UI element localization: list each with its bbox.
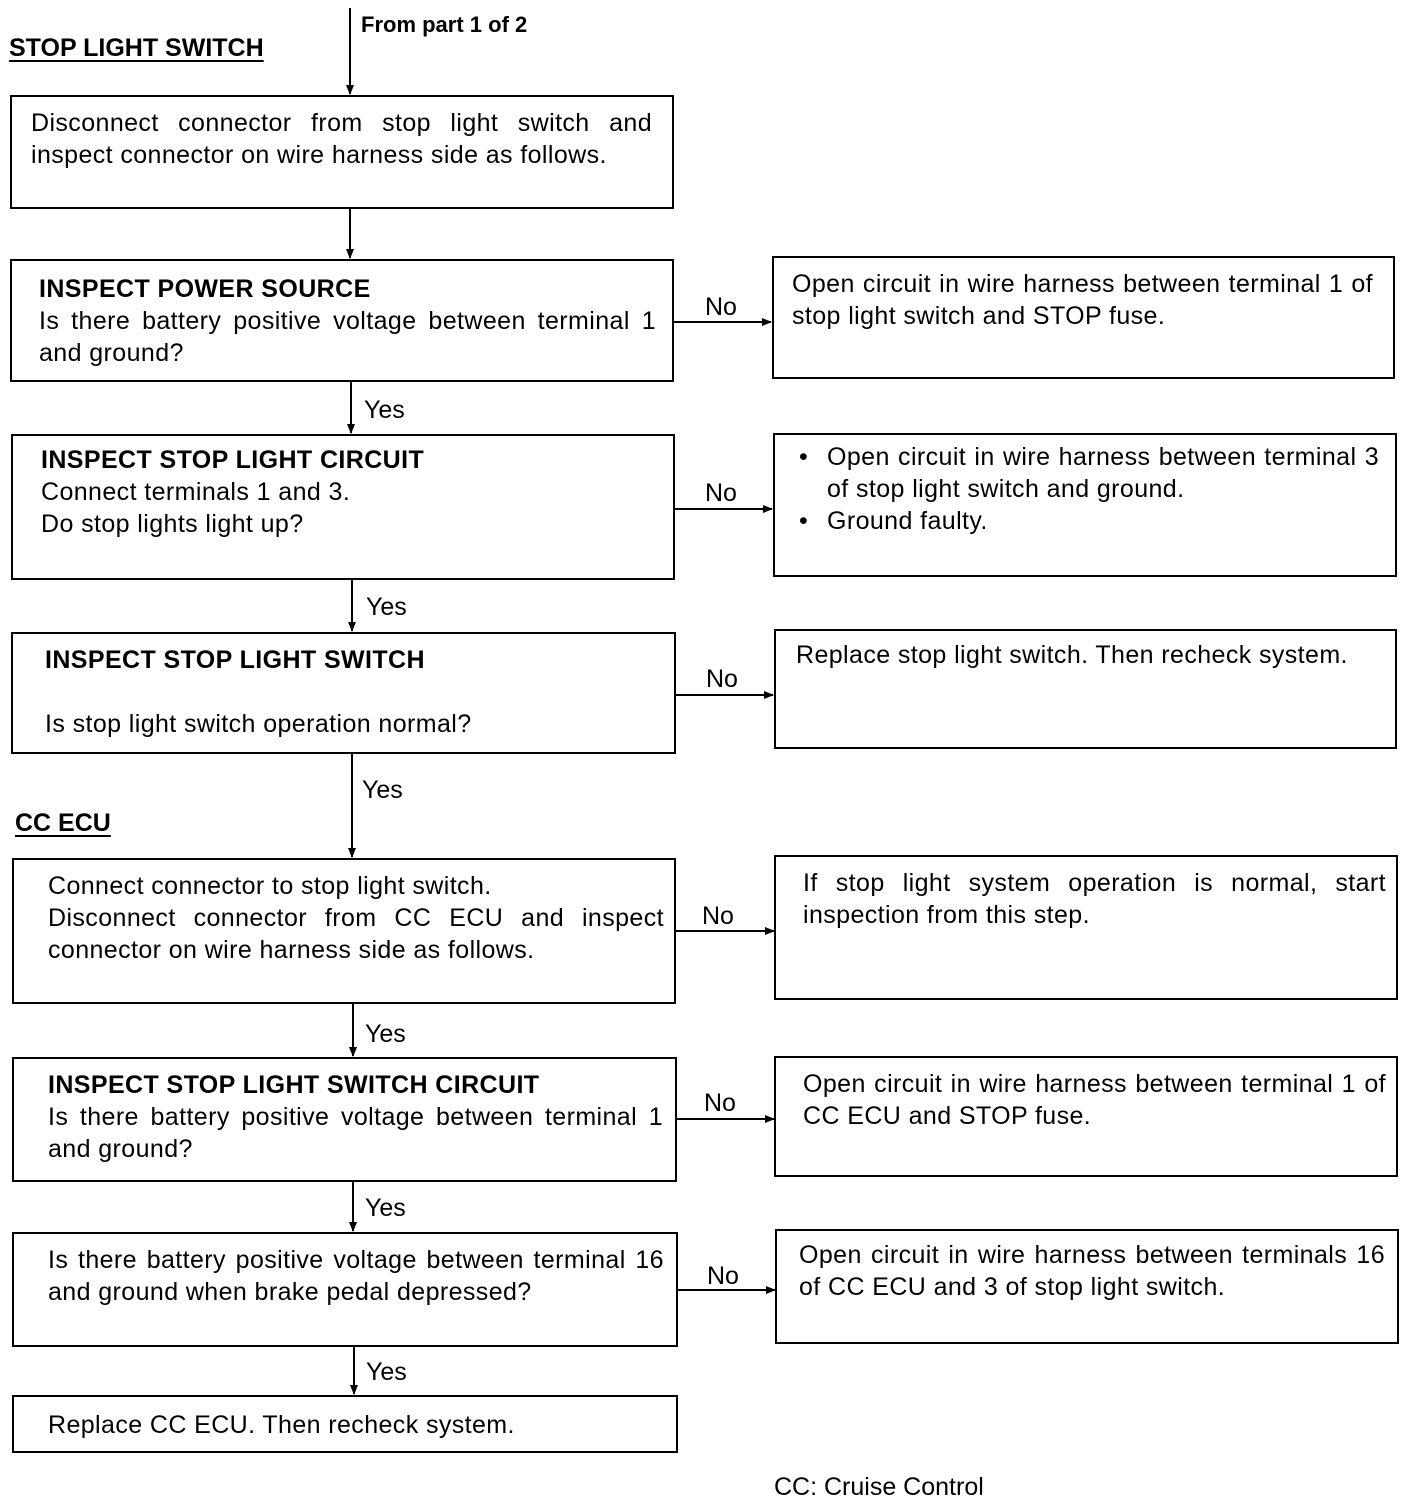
step-text-2: Disconnect connector from CC ECU and inspect connector on wire harness side as follows. [48, 904, 664, 964]
from-part-label: From part 1 of 2 [361, 12, 528, 37]
step-inspect-stop-light-switch [11, 632, 676, 754]
no-label: No [704, 1089, 736, 1117]
result-text: Open circuit in wire harness between terminal 1 of CC ECU and STOP fuse. [803, 1070, 1386, 1130]
footnote: CC: Cruise Control [774, 1473, 984, 1501]
result-open-circuit-terminals-16-3 [775, 1229, 1399, 1344]
section-heading-stop-light-switch: STOP LIGHT SWITCH [9, 34, 264, 62]
step-text: Is there battery positive voltage between terminal 1 and ground? [48, 1103, 663, 1163]
result-open-circuit-stop-fuse [772, 256, 1395, 379]
no-label: No [707, 1262, 739, 1290]
step-disconnect-stop-light-switch [10, 95, 674, 209]
result-bullet: • Ground faulty. [793, 505, 1379, 537]
step-text: Is stop light switch operation normal? [45, 710, 472, 738]
step-inspect-power-source [10, 259, 674, 382]
result-replace-stop-light-switch [774, 629, 1397, 749]
step-replace-cc-ecu [12, 1395, 678, 1453]
no-label: No [706, 665, 738, 693]
step-inspect-stop-light-circuit [11, 434, 675, 580]
no-label: No [702, 902, 734, 930]
step-inspect-stop-light-switch-circuit [12, 1057, 677, 1182]
result-open-circuit-ground [773, 433, 1397, 577]
step-text: Is there battery positive voltage between terminal 16 and ground when brake pedal depressed? [48, 1246, 664, 1306]
step-text-2: Do stop lights light up? [41, 510, 304, 538]
result-start-inspection-here [774, 855, 1398, 1000]
step-text: Connect terminals 1 and 3. [41, 478, 351, 506]
yes-label: Yes [365, 1020, 406, 1048]
step-disconnect-cc-ecu [12, 858, 676, 1004]
step-text: Disconnect connector from stop light switch and inspect connector on wire harness side as follows. [31, 109, 652, 169]
yes-label: Yes [366, 593, 407, 621]
section-heading-cc-ecu: CC ECU [15, 809, 111, 837]
step-title: INSPECT STOP LIGHT SWITCH [45, 646, 425, 674]
yes-label: Yes [366, 1358, 407, 1386]
step-title: INSPECT STOP LIGHT CIRCUIT [41, 446, 425, 474]
step-text: Is there battery positive voltage between terminal 1 and ground? [39, 307, 656, 367]
step-title: INSPECT STOP LIGHT SWITCH CIRCUIT [48, 1071, 540, 1099]
result-open-circuit-cc-ecu-stop-fuse [774, 1056, 1398, 1177]
result-text: Open circuit in wire harness between terminals 16 of CC ECU and 3 of stop light switch. [799, 1241, 1385, 1301]
result-text: Replace stop light switch. Then recheck system. [796, 641, 1348, 669]
result-bullet: • Open circuit in wire harness between terminal 3 of stop light switch and ground. [793, 441, 1379, 505]
result-text: Open circuit in wire harness between terminal 1 of stop light switch and STOP fuse. [792, 270, 1373, 330]
step-check-terminal-16 [12, 1232, 678, 1347]
result-text: If stop light system operation is normal, start inspection from this step. [803, 869, 1386, 929]
step-text: Connect connector to stop light switch. [48, 872, 492, 900]
yes-label: Yes [365, 1194, 406, 1222]
step-text: Replace CC ECU. Then recheck system. [48, 1411, 515, 1439]
result-bullets [793, 441, 1379, 537]
no-label: No [705, 479, 737, 507]
no-label: No [705, 293, 737, 321]
yes-label: Yes [362, 776, 403, 804]
step-title: INSPECT POWER SOURCE [39, 275, 371, 303]
yes-label: Yes [364, 396, 405, 424]
